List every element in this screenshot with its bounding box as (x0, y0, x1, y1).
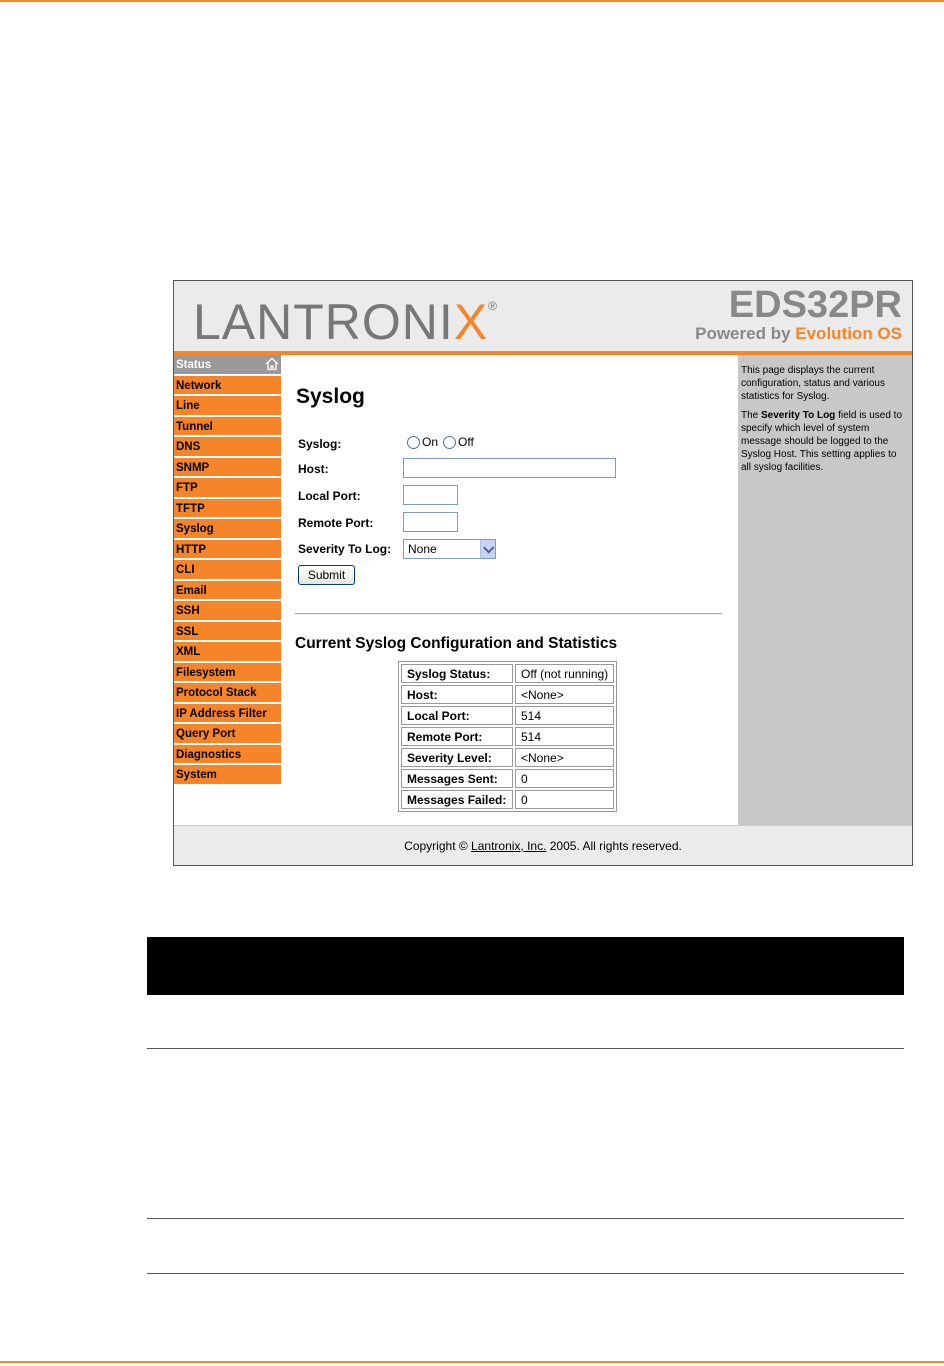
stat-key: Syslog Status: (401, 664, 513, 683)
help-emphasis: Severity To Log (761, 410, 836, 421)
copyright-text: Copyright © (404, 839, 472, 853)
lantronix-logo: LANTRONIX® (193, 294, 499, 350)
remote-port-label: Remote Port: (298, 516, 374, 530)
sidebar-item-system[interactable] (174, 765, 281, 786)
sidebar-item-ssh[interactable] (174, 601, 281, 622)
table-row (401, 790, 614, 809)
sidebar-item-network[interactable] (174, 376, 281, 397)
host-input[interactable] (403, 458, 616, 478)
sidebar-item-label: Diagnostics (176, 748, 242, 761)
copyright-suffix: 2005. All rights reserved. (546, 839, 682, 853)
sidebar-item-label: IP Address Filter (176, 707, 267, 720)
stats-table (398, 661, 617, 812)
stat-value: 0 (515, 790, 614, 809)
sidebar-item-ftp[interactable] (174, 478, 281, 499)
document-table-rule (147, 1273, 904, 1274)
sidebar-item-label: SSH (176, 605, 200, 617)
sidebar-item-label: Line (176, 400, 200, 412)
page-title: Syslog (296, 385, 365, 408)
sidebar-item-label: Protocol Stack (176, 687, 257, 699)
sidebar-item-line[interactable] (174, 396, 281, 417)
sidebar-item-xml[interactable] (174, 642, 281, 663)
syslog-off-label: Off (458, 435, 474, 449)
stat-key: Remote Port: (401, 727, 513, 746)
sidebar-item-label: SNMP (176, 461, 210, 474)
stat-value: <None> (515, 685, 614, 704)
stat-value: <None> (515, 748, 614, 767)
sidebar-item-ip-address-filter[interactable] (174, 704, 281, 725)
sidebar-nav (174, 355, 281, 825)
syslog-off-radio[interactable] (443, 436, 456, 449)
sidebar-item-tunnel[interactable] (174, 417, 281, 438)
sidebar-item-label: XML (176, 646, 201, 658)
stat-value: 514 (515, 727, 614, 746)
sidebar-item-protocol-stack[interactable] (174, 683, 281, 704)
severity-select[interactable] (403, 539, 496, 559)
sidebar-item-tftp[interactable] (174, 499, 281, 520)
document-table-rule (147, 1048, 904, 1049)
sidebar-item-label: FTP (176, 482, 198, 494)
local-port-input[interactable] (403, 485, 458, 505)
sidebar-item-snmp[interactable] (174, 458, 281, 479)
sidebar-item-query-port[interactable] (174, 724, 281, 745)
sidebar-item-label: Filesystem (176, 666, 236, 679)
table-row (401, 685, 614, 704)
stat-key: Messages Sent: (401, 769, 513, 788)
syslog-radio-group (407, 435, 479, 449)
sidebar-item-label: SSL (176, 625, 199, 638)
host-label: Host: (298, 462, 329, 476)
sidebar-item-label: Network (176, 379, 222, 392)
sidebar-item-label: System (176, 769, 217, 781)
stats-title: Current Syslog Configuration and Statistics (295, 635, 618, 652)
severity-selected-value: None (408, 542, 437, 556)
logo-text: LANTRONIX (193, 294, 489, 350)
sidebar-item-label: Email (176, 584, 207, 597)
sidebar-item-label: Status (176, 359, 212, 371)
table-row (401, 664, 614, 683)
sidebar-item-label: HTTP (176, 543, 207, 556)
sidebar-item-http[interactable] (174, 540, 281, 561)
stat-value: 0 (515, 769, 614, 788)
sidebar-item-ssl[interactable] (174, 622, 281, 643)
sidebar-item-filesystem[interactable] (174, 663, 281, 684)
page-header (174, 281, 912, 351)
page-top-rule (0, 0, 944, 2)
browser-screenshot (173, 280, 913, 866)
table-row (401, 748, 614, 767)
stat-key: Severity Level: (401, 748, 513, 767)
main-content (281, 355, 738, 825)
sidebar-item-cli[interactable] (174, 560, 281, 581)
local-port-label: Local Port: (298, 489, 361, 503)
help-pane (738, 355, 912, 825)
product-tagline (695, 325, 902, 343)
sidebar-item-label: CLI (176, 564, 195, 576)
stat-key: Host: (401, 685, 513, 704)
sidebar-item-label: Syslog (176, 523, 214, 535)
sidebar-item-label: Tunnel (176, 420, 213, 433)
help-text: field is used to specify which level of system message should be logged to the Syslog Host. This setting applies to all syslog facilities. (741, 410, 903, 473)
chevron-down-icon[interactable] (480, 540, 495, 558)
help-paragraph (741, 409, 909, 474)
sidebar-item-syslog[interactable] (174, 519, 281, 540)
sidebar-item-diagnostics[interactable] (174, 745, 281, 766)
section-divider (295, 613, 722, 615)
page-bottom-rule (0, 1361, 944, 1363)
evolution-os-text: Evolution OS (795, 324, 902, 343)
page-footer (174, 825, 912, 866)
syslog-on-radio[interactable] (407, 436, 420, 449)
lantronix-link[interactable]: Lantronix, Inc. (471, 839, 547, 853)
sidebar-item-label: Query Port (176, 728, 236, 740)
home-icon[interactable] (265, 357, 279, 371)
table-row (401, 706, 614, 725)
submit-button[interactable]: Submit (298, 565, 355, 585)
sidebar-item-label: TFTP (176, 502, 205, 515)
syslog-label: Syslog: (298, 437, 342, 451)
sidebar-item-dns[interactable] (174, 437, 281, 458)
product-model: EDS32PR (728, 284, 902, 326)
syslog-on-label: On (422, 435, 439, 449)
stat-key: Messages Failed: (401, 790, 513, 809)
help-text: The (741, 410, 762, 421)
powered-by-text: Powered by (695, 324, 791, 343)
sidebar-item-label: DNS (176, 441, 201, 453)
table-row (401, 769, 614, 788)
logo-accent-letter: X (453, 294, 489, 350)
remote-port-input[interactable] (403, 512, 458, 532)
document-table-rule (147, 1218, 904, 1219)
table-row (401, 727, 614, 746)
sidebar-item-email[interactable] (174, 581, 281, 602)
help-paragraph: This page displays the current configuration, status and various statistics for Syslog. (741, 365, 885, 402)
sidebar-item-status[interactable] (174, 355, 281, 376)
severity-label: Severity To Log: (298, 542, 392, 556)
document-table-header (147, 937, 904, 995)
stat-key: Local Port: (401, 706, 513, 725)
stat-value: 514 (515, 706, 614, 725)
product-badge (695, 285, 902, 343)
stat-value: Off (not running) (515, 664, 614, 683)
